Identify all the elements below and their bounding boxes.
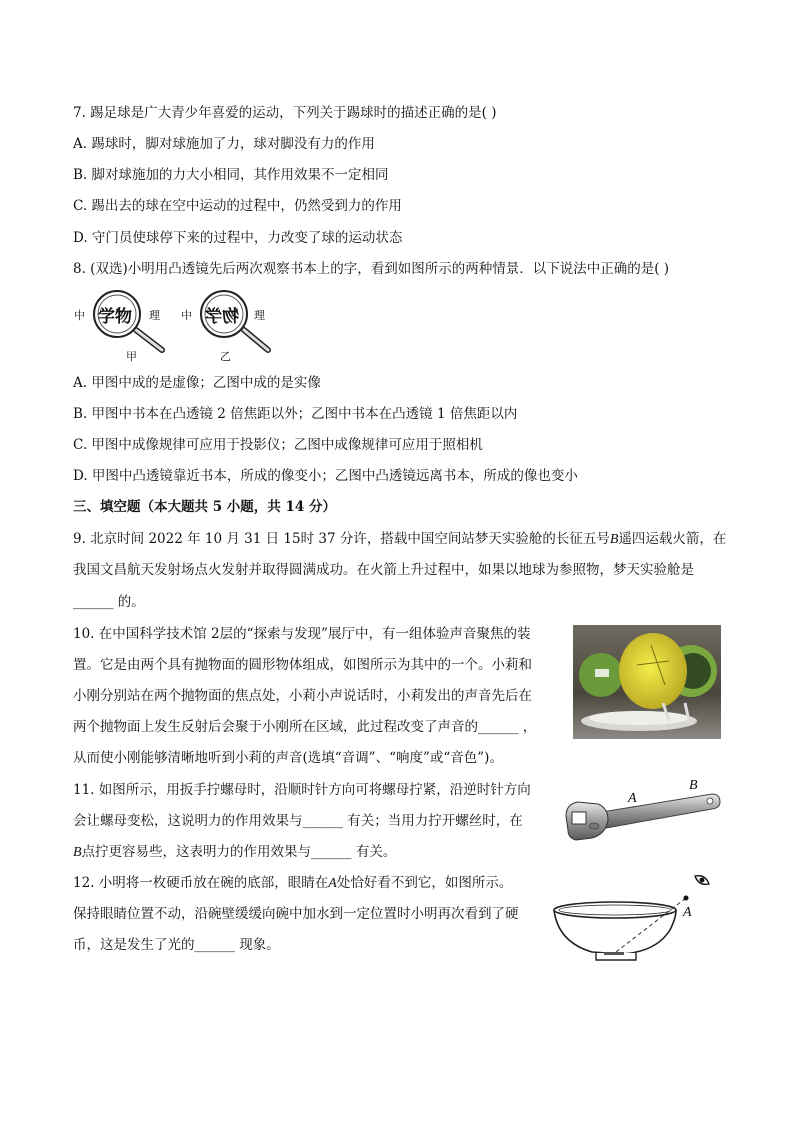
q8-jia-caption: 甲 xyxy=(126,350,137,363)
q9-line-2: 我国文昌航天发射场点火发射并取得圆满成功。在火箭上升过程中，如果以地球为参照物，梦天实验舱是 xyxy=(73,562,694,578)
q7-option-a: A. 踢球时，脚对球施加了力，球对脚没有力的作用 xyxy=(73,136,375,152)
q11-line-1: 11. 如图所示，用扳手拧螺母时，沿顺时针方向可将螺母拧紧，沿逆时针方向 xyxy=(73,782,531,798)
q8-yi-lens-text: 物学 xyxy=(205,307,239,327)
q8-option-a: A. 甲图中成的是虚像；乙图中成的是实像 xyxy=(73,375,321,391)
q11-italic-b: B xyxy=(73,845,82,860)
q12-line-3: 币，这是发生了光的______ 现象。 xyxy=(73,937,280,953)
q9-line-1-text: 9. 北京时间 2022 年 10 月 31 日 15时 37 分许，搭载中国空间站梦天实验舱的长征五号 xyxy=(73,531,610,547)
q8-jia-right-char: 理 xyxy=(149,309,160,322)
eye-label-a: A xyxy=(683,905,692,920)
q11-line-3-text: 点拧更容易些，这表明力的作用效果与______ 有关。 xyxy=(81,844,397,860)
q12-line-1-end: 处恰好看不到它，如图所示。 xyxy=(336,875,513,891)
q9-italic-b: B xyxy=(609,532,619,547)
q8-yi-caption: 乙 xyxy=(220,350,231,363)
section-title: 三、填空题（本大题共 5 小题，共 14 分） xyxy=(73,499,336,515)
q10-line-5: 从而使小刚能够清晰地听到小莉的声音(选填“音调”、“响度”或“音色”)。 xyxy=(73,750,503,766)
eye-icon xyxy=(693,873,710,887)
q8-option-b: B. 甲图中书本在凸透镜 2 倍焦距以外；乙图中书本在凸透镜 1 倍焦距以内 xyxy=(73,406,518,422)
q9-line-3: ______ 的。 xyxy=(73,594,145,610)
q8-option-d: D. 甲图中凸透镜靠近书本，所成的像变小；乙图中凸透镜远离书本，所成的像也变小 xyxy=(73,468,578,484)
q7-option-b: B. 脚对球施加的力大小相同，其作用效果不一定相同 xyxy=(73,167,389,183)
q12-line-1 xyxy=(73,874,512,893)
q10-line-1: 10. 在中国科学技术馆 2层的“探索与发现”展厅中，有一组体验声音聚焦的装 xyxy=(73,626,531,642)
q8-yi-left-char: 中 xyxy=(181,309,192,322)
q12-italic-a: A xyxy=(328,876,337,891)
q8-stem: 8. (双选)小明用凸透镜先后两次观察书本上的字，看到如图所示的两种情景．以下说法中正确的是( ) xyxy=(73,261,670,277)
q9-line-1 xyxy=(73,530,726,549)
q10-line-3: 小刚分别站在两个抛物面的焦点处，小莉小声说话时，小莉发出的声音先后在 xyxy=(73,688,532,704)
q10-line-4: 两个抛物面上发生反射后会聚于小刚所在区域，此过程改变了声音的______ ， xyxy=(73,719,537,735)
q9-line-1-end: 遥四运载火箭，在 xyxy=(618,531,727,547)
wrench-icon xyxy=(562,778,724,848)
q8-option-c: C. 甲图中成像规律可应用于投影仪；乙图中成像规律可应用于照相机 xyxy=(73,437,483,453)
parabolic-dish-photo xyxy=(573,625,721,739)
q10-line-2: 置。它是由两个具有抛物面的圆形物体组成，如图所示为其中的一个。小莉和 xyxy=(73,657,532,673)
q8-jia-left-char: 中 xyxy=(74,309,85,322)
q7-option-c: C. 踢出去的球在空中运动的过程中，仍然受到力的作用 xyxy=(73,198,402,214)
wrench-label-a: A xyxy=(628,791,637,806)
q7-stem: 7. 踢足球是广大青少年喜爱的运动，下列关于踢球时的描述正确的是( ) xyxy=(73,105,497,121)
q7-option-d: D. 守门员使球停下来的过程中，力改变了球的运动状态 xyxy=(73,230,403,246)
wrench-figure xyxy=(562,778,724,848)
q8-jia-lens-text: 学物 xyxy=(98,307,132,327)
q12-line-1-text: 12. 小明将一枚硬币放在碗的底部，眼睛在 xyxy=(73,875,329,891)
q12-line-2: 保持眼睛位置不动，沿碗壁缓缓向碗中加水到一定位置时小明再次看到了硬 xyxy=(73,906,519,922)
q11-line-3 xyxy=(73,843,396,862)
bowl-figure xyxy=(552,872,724,964)
q11-line-2: 会让螺母变松，这说明力的作用效果与______ 有关；当用力拧开螺丝时，在 xyxy=(73,813,523,829)
wrench-label-b: B xyxy=(689,778,698,793)
q8-lens-figure xyxy=(74,290,274,362)
q8-yi-right-char: 理 xyxy=(254,309,265,322)
